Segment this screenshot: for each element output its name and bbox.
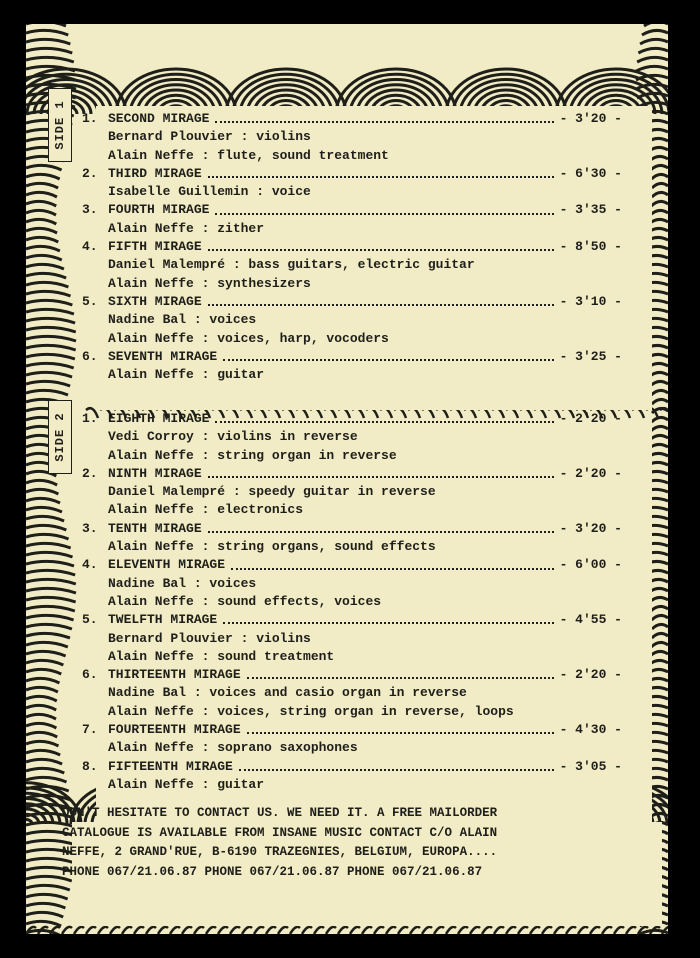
track-credit: Vedi Corroy : violins in reverse bbox=[108, 429, 358, 445]
track-credit: Isabelle Guillemin : voice bbox=[108, 184, 311, 200]
track-duration: - 3'20 - bbox=[559, 520, 622, 536]
dot-leader bbox=[208, 249, 554, 251]
dot-leader bbox=[215, 121, 553, 123]
track-title: TWELFTH MIRAGE bbox=[108, 612, 218, 628]
track-title-row bbox=[82, 465, 622, 483]
track-title-row bbox=[82, 201, 622, 219]
track-title-row bbox=[82, 238, 622, 256]
track-credit: Alain Neffe : sound treatment bbox=[108, 648, 335, 664]
track-title-row bbox=[82, 410, 622, 428]
track-number: 6. bbox=[82, 667, 98, 683]
contact-line: PHONE 067/21.06.87 PHONE 067/21.06.87 PHONE 067/21.06.87 bbox=[62, 864, 483, 879]
track-title: SECOND MIRAGE bbox=[108, 111, 210, 126]
track-title-row bbox=[82, 165, 622, 183]
track-credit: Alain Neffe : electronics bbox=[108, 502, 304, 518]
contact-line: DON'T HESITATE TO CONTACT US. WE NEED IT. A FREE MAILORDER bbox=[62, 806, 498, 820]
track-number: 7. bbox=[82, 722, 98, 738]
track-title-row bbox=[82, 721, 622, 739]
track-number: 3. bbox=[82, 520, 98, 536]
track-title: EIGHTH MIRAGE bbox=[108, 411, 210, 426]
track-number: 2. bbox=[82, 465, 98, 481]
track-title: SEVENTH MIRAGE bbox=[108, 348, 218, 364]
track-title-row bbox=[82, 293, 622, 311]
track-title-row bbox=[82, 758, 622, 776]
dot-leader bbox=[208, 476, 554, 478]
track-credit: Bernard Plouvier : violins bbox=[108, 129, 311, 145]
track-title-row bbox=[82, 348, 622, 366]
track-number: 4. bbox=[82, 239, 98, 255]
dot-leader bbox=[247, 732, 554, 734]
track-credit: Nadine Bal : voices and casio organ in reverse bbox=[108, 685, 467, 701]
track-duration: - 2'20 - bbox=[559, 465, 622, 481]
track-title: FIFTH MIRAGE bbox=[108, 239, 202, 255]
track-credit: Alain Neffe : guitar bbox=[108, 776, 265, 792]
track-credit: Nadine Bal : voices bbox=[108, 575, 257, 591]
track-credit: Alain Neffe : zither bbox=[108, 220, 265, 236]
track-title-row bbox=[82, 611, 622, 629]
track-number: 5. bbox=[82, 293, 98, 309]
dot-leader bbox=[223, 359, 553, 361]
track-title: FOURTH MIRAGE bbox=[108, 202, 210, 218]
track-credit: Alain Neffe : flute, sound treatment bbox=[108, 147, 389, 163]
track-title: NINTH MIRAGE bbox=[108, 465, 202, 481]
track-credit: Alain Neffe : synthesizers bbox=[108, 275, 311, 291]
contact-notice bbox=[62, 804, 632, 882]
track-title: THIRD MIRAGE bbox=[108, 165, 202, 181]
track-duration: - 2'20 - bbox=[559, 411, 622, 426]
track-duration: - 4'55 - bbox=[559, 612, 622, 628]
track-number: 4. bbox=[82, 557, 98, 573]
track-credit: Alain Neffe : soprano saxophones bbox=[108, 740, 358, 756]
track-title: THIRTEENTH MIRAGE bbox=[108, 667, 241, 683]
track-number: 1. bbox=[82, 111, 98, 126]
side-1-label: SIDE 1 bbox=[48, 88, 72, 162]
dot-leader bbox=[208, 176, 554, 178]
track-duration: - 3'35 - bbox=[559, 202, 622, 218]
track-credit: Alain Neffe : voices, string organ in reverse, loops bbox=[108, 703, 514, 719]
side-2-label: SIDE 2 bbox=[48, 400, 72, 474]
track-title-row bbox=[82, 556, 622, 574]
dot-leader bbox=[247, 677, 554, 679]
track-credit: Daniel Malempré : bass guitars, electric guitar bbox=[108, 257, 475, 273]
track-number: 5. bbox=[82, 612, 98, 628]
side-1-track-list bbox=[82, 110, 622, 384]
track-credit: Alain Neffe : sound effects, voices bbox=[108, 593, 382, 609]
track-credit: Alain Neffe : guitar bbox=[108, 367, 265, 383]
track-duration: - 6'00 - bbox=[559, 557, 622, 573]
track-credit: Alain Neffe : string organs, sound effects bbox=[108, 539, 436, 555]
dot-leader bbox=[223, 622, 553, 624]
track-title-row bbox=[82, 520, 622, 538]
track-number: 3. bbox=[82, 202, 98, 218]
contact-line: CATALOGUE IS AVAILABLE FROM INSANE MUSIC CONTACT C/O ALAIN bbox=[62, 825, 498, 840]
dot-leader bbox=[231, 568, 554, 570]
dot-leader bbox=[215, 421, 553, 423]
side-2-track-list bbox=[82, 410, 622, 794]
dot-leader bbox=[208, 531, 554, 533]
dot-leader bbox=[215, 213, 553, 215]
track-title: FIFTEENTH MIRAGE bbox=[108, 758, 233, 774]
track-title-row bbox=[82, 110, 622, 128]
contact-line: NEFFE, 2 GRAND'RUE, B-6190 TRAZEGNIES, BELGIUM, EUROPA.... bbox=[62, 845, 498, 859]
track-duration: - 3'05 - bbox=[559, 758, 622, 774]
track-number: 2. bbox=[82, 165, 98, 181]
track-duration: - 3'10 - bbox=[559, 293, 622, 309]
track-credit: Bernard Plouvier : violins bbox=[108, 630, 311, 646]
track-duration: - 2'20 - bbox=[559, 667, 622, 683]
track-credit: Nadine Bal : voices bbox=[108, 312, 257, 328]
track-duration: - 6'30 - bbox=[559, 165, 622, 181]
track-number: 6. bbox=[82, 348, 98, 364]
track-duration: - 4'30 - bbox=[559, 722, 622, 738]
dot-leader bbox=[208, 304, 554, 306]
track-duration: - 3'25 - bbox=[559, 348, 622, 364]
track-title-row bbox=[82, 666, 622, 684]
track-credit: Alain Neffe : voices, harp, vocoders bbox=[108, 330, 389, 346]
track-duration: - 8'50 - bbox=[559, 239, 622, 255]
dot-leader bbox=[239, 769, 554, 771]
track-title: ELEVENTH MIRAGE bbox=[108, 557, 226, 573]
track-number: 1. bbox=[82, 411, 98, 426]
track-title: TENTH MIRAGE bbox=[108, 520, 202, 536]
track-number: 8. bbox=[82, 758, 98, 774]
track-duration: - 3'20 - bbox=[559, 111, 622, 126]
track-credit: Alain Neffe : string organ in reverse bbox=[108, 447, 397, 463]
track-title: SIXTH MIRAGE bbox=[108, 293, 202, 309]
track-title: FOURTEENTH MIRAGE bbox=[108, 722, 241, 738]
track-credit: Daniel Malempré : speedy guitar in reverse bbox=[108, 484, 436, 500]
